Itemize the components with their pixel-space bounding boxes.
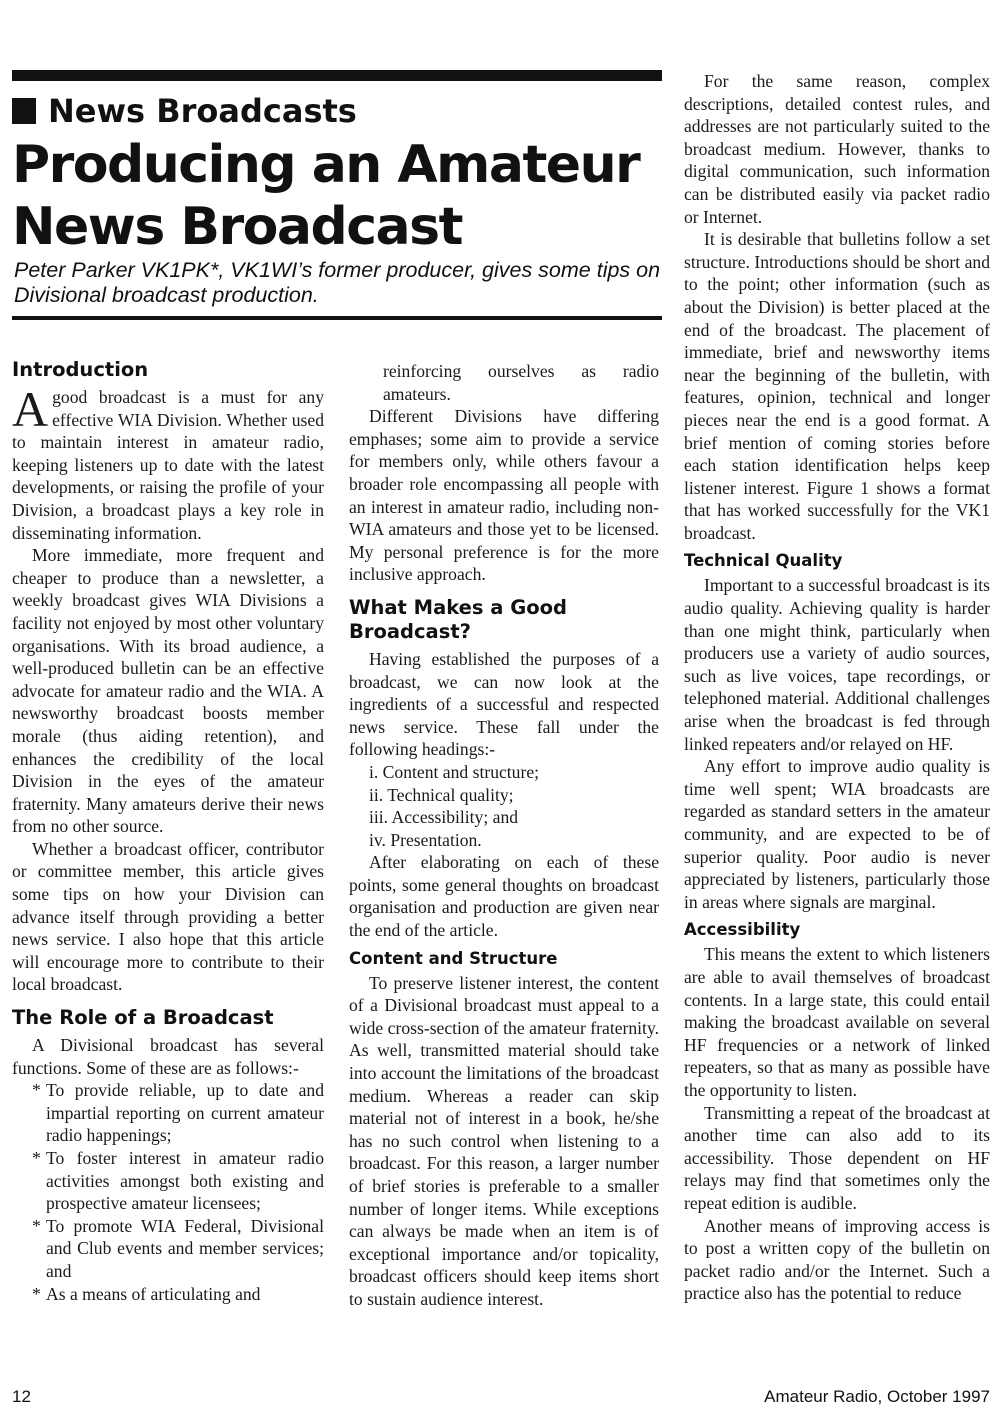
list-item: iv. Presentation.	[369, 829, 482, 850]
access-paragraph-3: Another means of improving access is to post a written copy of the bulletin on packet radio and/or the Internet. Such a practice also has the potential to reduce	[684, 1215, 990, 1304]
heading-good-broadcast: What Makes a Good Broadcast?	[349, 595, 567, 643]
article-title: Producing an Amateur News Broadcast	[12, 135, 640, 257]
divisions-paragraph: Different Divisions have differing emphases; some aim to provide a service for members only, while others favour a broader role encompassing all people with an interest in amateur radio, including non-WIA amateurs and those yet to be licensed. My personal preference is for the more inclusive approach.	[349, 406, 659, 585]
list-item: iii. Accessibility; and	[369, 807, 519, 828]
column-3	[684, 70, 990, 1305]
list-item	[12, 1215, 324, 1283]
publication-line: Amateur Radio, October 1997	[764, 1387, 990, 1406]
asterisk-icon: *	[32, 1215, 41, 1236]
access-paragraph-1: This means the extent to which listeners are able to avail themselves of broadcast contents. In a large state, this could entail making the broadcast available on several HF frequencies or a network of linked repeaters, so that as many as possible have the opportunity to listen.	[684, 944, 990, 1100]
role-bullet-list	[12, 1079, 324, 1305]
drop-cap: A	[12, 381, 49, 437]
role-paragraph-1: A Divisional broadcast has several functions. Some of these are as follows:-	[12, 1035, 324, 1078]
square-bullet-icon	[12, 98, 36, 124]
intro-p1-text: good broadcast is a must for any effective WIA Division. Whether used to maintain interest in amateur radio, keeping listeners up to date with the latest developments, or raising the profile of your Division, a broadcast plays a key role in disseminating information.	[12, 387, 324, 543]
structure-paragraph: It is desirable that bulletins follow a set structure. Introductions should be short and to the point; other information (such as about the Division) is better placed at the end of the broadcast. The placement of immediate, brief and newsworthy items near the beginning of the bulletin, with features, opinion, technical and longer pieces near the end is a good format. A brief mention of coming stories before each station identification helps keep listener interest. Figure 1 shows a format that has worked successfully for the VK1 broadcast.	[684, 229, 990, 543]
bullet-text: As a means of articulating and	[46, 1283, 261, 1304]
intro-paragraph-2: More immediate, more frequent and cheaper to produce than a newsletter, a weekly broadcast gives WIA Divisions a facility not enjoyed by most other voluntary organisations. With its broad audience, a well-produced bulletin can be an effective advocate for amateur radio and the WIA. A newsworthy broadcast boosts member morale (thus aiding retention), and enhances the credibility of the local Division in the eyes of the amateur fraternity. Many amateurs derive their news from no other source.	[12, 545, 324, 837]
column-1	[12, 352, 324, 1305]
list-item	[12, 1283, 324, 1306]
headings-list	[349, 761, 659, 851]
access-paragraph-2: Transmitting a repeat of the broadcast at another time can also add to its accessibility. Those dependent on HF relays may find that sometimes only the repeat edition is audible.	[684, 1102, 990, 1213]
list-item	[12, 1147, 324, 1215]
tech-paragraph-1: Important to a successful broadcast is its audio quality. Achieving quality is harder than one might think, particularly when producers use a variety of audio sources, such as live voices, tape recordings, or telephoned material. Additional challenges arise when the broadcast is fed through linked repeaters and/or relayed on HF.	[684, 575, 990, 754]
heading-role: The Role of a Broadcast	[12, 1006, 274, 1030]
heading-accessibility: Accessibility	[684, 920, 801, 940]
content-paragraph: To preserve listener interest, the content of a Divisional broadcast must appeal to a wide cross-section of the amateur fraternity. As well, transmitted material should take into account the limitations of the broadcast medium. Whereas a reader can skip material not of interest in a book, he/she has no such control when listening to a broadcast. For this reason, a larger number of brief stories is preferable to a smaller number of longer items. While exceptions can always be made when an item is of exceptional importance and/or topicality, broadcast officers should keep items short to sustain audience interest.	[349, 972, 659, 1309]
section-kicker	[12, 92, 357, 130]
tech-paragraph-2: Any effort to improve audio quality is time well spent; WIA broadcasts are regarded as standard setters in the amateur community, and are expected to be of superior quality. Poor audio is never appreciated by listeners, particularly those in areas where signals are marginal.	[684, 756, 990, 912]
same-reason-paragraph: For the same reason, complex descriptions, detailed contest rules, and addresses are not particularly suited to the broadcast medium. However, thanks to digital communication, such information can be distributed easily via packet radio or Internet.	[684, 71, 990, 227]
deck-rule	[12, 316, 662, 320]
asterisk-icon: *	[32, 1283, 41, 1304]
top-rule	[12, 70, 662, 81]
intro-paragraph-3: Whether a broadcast officer, contributor or committee member, this article gives some tips on how your Division can advance itself through providing a better news service. I also hope that this article will encourage more to contribute to their local broadcast.	[12, 838, 324, 995]
after-paragraph: After elaborating on each of these points, some general thoughts on broadcast organisation and production are given near the end of the article.	[349, 852, 659, 941]
bullet-text: To foster interest in amateur radio activities amongst both existing and prospective amateur licensees;	[46, 1148, 324, 1214]
page-number: 12	[12, 1387, 31, 1406]
heading-technical-quality: Technical Quality	[684, 551, 843, 571]
asterisk-icon: *	[32, 1148, 41, 1168]
bullet-text: To provide reliable, up to date and impartial reporting on current amateur radio happenings;	[46, 1080, 324, 1146]
asterisk-icon: *	[32, 1080, 41, 1101]
heading-content-structure: Content and Structure	[349, 948, 558, 968]
list-item: ii. Technical quality;	[369, 784, 514, 805]
column-2	[349, 360, 659, 1311]
heading-introduction: Introduction	[12, 358, 149, 381]
article-deck: Peter Parker VK1PK*, VK1WI’s former producer, gives some tips on Divisional broadcast production.	[14, 258, 661, 307]
list-item	[12, 1079, 324, 1147]
bullet-continuation: reinforcing ourselves as radio amateurs.	[383, 361, 659, 404]
bullet-text: To promote WIA Federal, Divisional and Club events and member services; and	[46, 1215, 324, 1281]
section-label: News Broadcasts	[48, 92, 357, 130]
list-item: i. Content and structure;	[369, 761, 540, 782]
intro-paragraph-1	[12, 381, 324, 544]
good-paragraph: Having established the purposes of a broadcast, we can now look at the ingredients of a successful and respected news service. These fall under the following headings:-	[349, 648, 659, 760]
